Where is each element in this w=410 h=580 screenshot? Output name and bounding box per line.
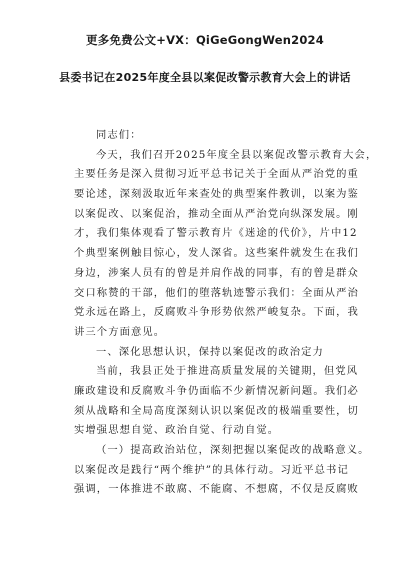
body-line: 交口称赞的干部，他们的堕落轨迹警示我们：全面从严治 — [74, 286, 359, 299]
body-line: 主要任务是深入贯彻习近平总书记关于全面从严治党的重 — [74, 168, 359, 181]
body-line: 当前，我县正处于推进高质量发展的关键期，但党风 — [96, 365, 359, 378]
body-line: 个典型案例触目惊心，发人深省。这些案件就发生在我们 — [74, 247, 359, 260]
body-line: 须从战略和全局高度深刻认识以案促改的极端重要性，切 — [74, 404, 359, 417]
salutation: 同志们： — [96, 129, 142, 141]
promo-header: 更多免费公文+VX：QiGeGongWen2024 — [86, 33, 324, 47]
section-heading: 一、深化思想认识，保持以案促改的政治定力 — [96, 345, 324, 358]
body-line: 实增强思想自觉、政治自觉、行动自觉。 — [74, 424, 280, 437]
speech-title: 县委书记在2025年度全县以案促改警示教育大会上的讲话 — [59, 71, 351, 84]
body-line: 强调，一体推进不敢腐、不能腐、不想腐，不仅是反腐败 — [74, 483, 359, 496]
body-line: 讲三个方面意见。 — [74, 325, 166, 338]
body-line: 才，我们集体观看了警示教育片《迷途的代价》，片中12 — [74, 227, 358, 240]
body-line: 身边，涉案人员有的曾是并肩作战的同事，有的曾是群众 — [74, 266, 359, 279]
body-line: 以案促改、以案促治，推动全面从严治党向纵深发展。刚 — [74, 207, 359, 220]
body-line: 以案促改是践行“两个维护”的具体行动。习近平总书记 — [74, 463, 349, 476]
speech-body — [74, 126, 378, 500]
body-line: 要论述，深刻汲取近年来查处的典型案件教训，以案为鉴 — [74, 188, 359, 201]
body-line: 党永远在路上，反腐败斗争形势依然严峻复杂。下面，我 — [74, 306, 359, 319]
body-line: 廉政建设和反腐败斗争仍面临不少新情况新问题。我们必 — [74, 384, 359, 397]
body-line: 今天，我们召开2025年度全县以案促改警示教育大会， — [96, 148, 378, 161]
subsection-heading: （一）提高政治站位，深刻把握以案促改的战略意义。 — [96, 444, 370, 456]
